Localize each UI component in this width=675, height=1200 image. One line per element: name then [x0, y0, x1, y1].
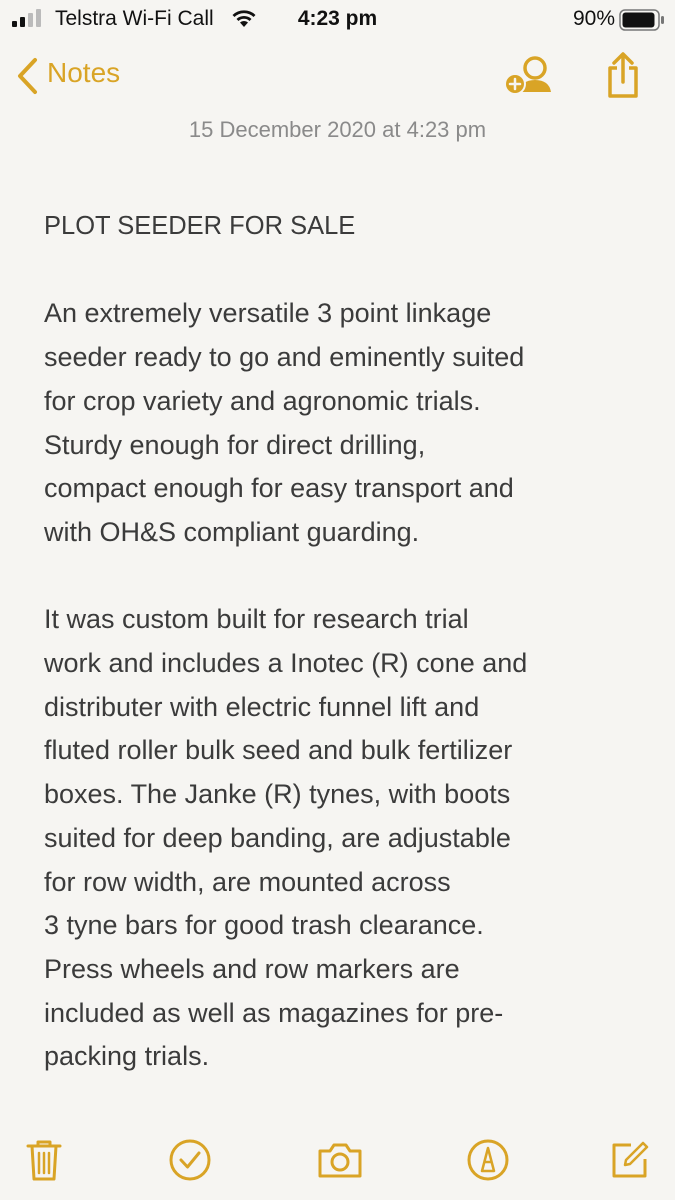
add-person-icon[interactable]	[502, 54, 556, 98]
status-time: 4:23 pm	[297, 7, 378, 30]
compose-icon	[609, 1139, 651, 1181]
delete-button[interactable]	[20, 1136, 68, 1184]
share-icon[interactable]	[605, 52, 641, 98]
camera-button[interactable]	[316, 1136, 364, 1184]
checklist-button[interactable]	[166, 1136, 214, 1184]
note-paragraph-1: An extremely versatile 3 point linkage seeder ready to go and eminently suited for crop variety and agronomic trials. Sturdy enough for direct drilling, compact enough for easy transport and with OH&S compliant guarding.	[44, 298, 525, 547]
carrier-label: Telstra Wi-Fi Call	[55, 7, 214, 30]
bottom-toolbar	[0, 1130, 675, 1200]
camera-icon	[316, 1140, 364, 1180]
note-title: PLOT SEEDER FOR SALE	[44, 212, 356, 240]
battery-percent: 90%	[572, 7, 615, 30]
status-bar	[0, 0, 675, 40]
note-body[interactable]	[44, 205, 634, 1123]
trash-icon	[26, 1138, 62, 1182]
back-chevron-icon[interactable]	[14, 56, 40, 96]
checklist-icon	[168, 1138, 212, 1182]
battery-icon	[619, 9, 665, 31]
compose-button[interactable]	[606, 1136, 654, 1184]
markup-icon	[466, 1138, 510, 1182]
note-date: 15 December 2020 at 4:23 pm	[188, 117, 487, 142]
note-paragraph-2: It was custom built for research trial work and includes a Inotec (R) cone and distributer with electric funnel lift and fluted roller bulk seed and bulk fertilizer boxes. The Janke (R) tynes, with boots suited for deep banding, are adjustable for row width, are mounted across 3 tyne bars for good trash clearance. Press wheels and row markers are included as well as magazines for pre- packing trials.	[44, 604, 528, 1072]
back-button[interactable]: Notes	[47, 57, 121, 88]
nav-bar	[0, 48, 675, 104]
markup-button[interactable]	[464, 1136, 512, 1184]
